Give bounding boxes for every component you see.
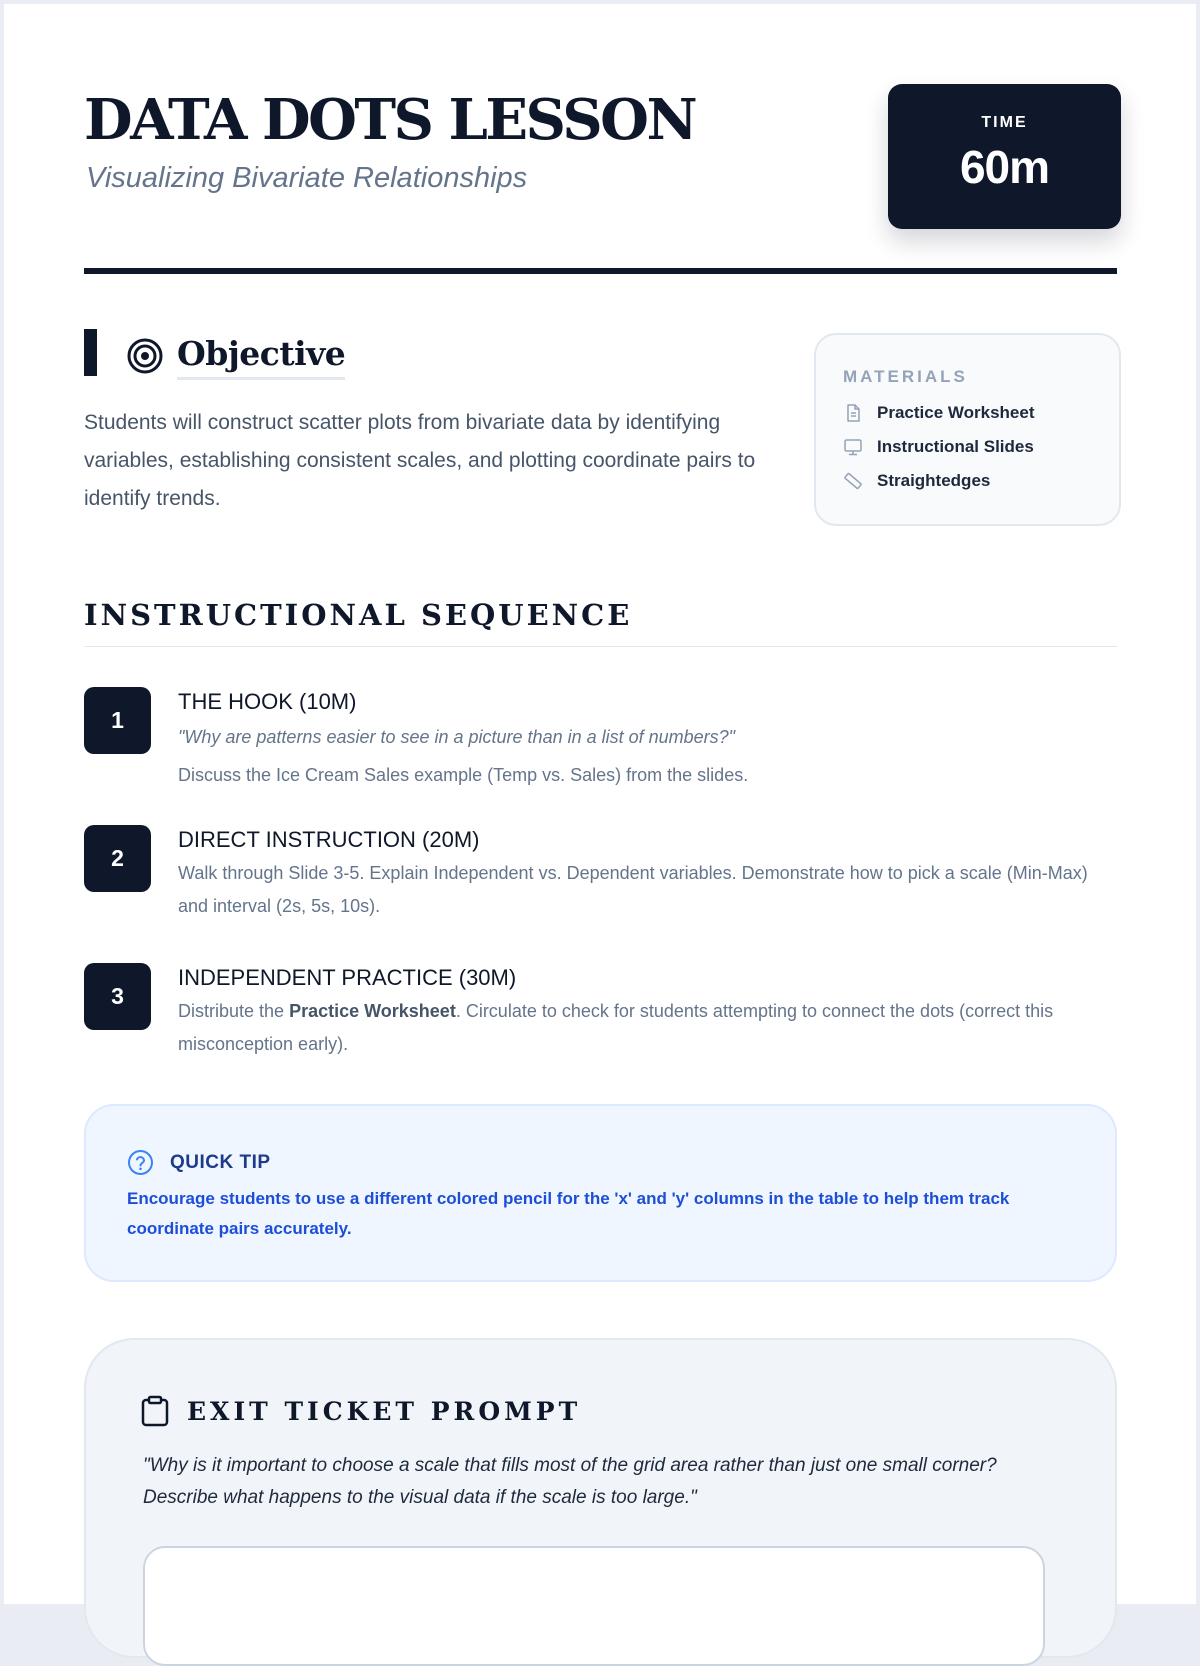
time-badge [888,84,1121,229]
objective-accent-bar [84,329,97,376]
time-value: 60m [959,141,1050,193]
step-title: DIRECT INSTRUCTION (20M) [178,827,480,852]
step-description-end: . Circulate to check for students attempting to connect the dots (correct this misconception early). [178,1001,1054,1054]
monitor-icon [843,437,863,457]
materials-card [814,333,1121,526]
step-number: 1 [84,687,151,754]
clipboard-icon [140,1395,170,1427]
materials-label: MATERIALS [843,367,968,386]
lesson-page [4,4,1196,1604]
material-label: Practice Worksheet [877,403,1035,422]
page-subtitle: Visualizing Bivariate Relationships [86,162,528,194]
step-quote: "Why are patterns easier to see in a picture than in a list of numbers?" [178,727,736,747]
step-description-start: Distribute the [178,1001,290,1021]
step-description: Walk through Slide 3-5. Explain Independent vs. Dependent variables. Demonstrate how to pick a scale (Min-Max) and interval (2s, 5s, 10s). [178,863,1088,916]
question-circle-icon [127,1149,154,1176]
exit-ticket-card [84,1338,1117,1658]
worksheet-reference: Practice Worksheet [289,1001,456,1021]
sequence-heading: INSTRUCTIONAL SEQUENCE [84,598,633,632]
objective-text: Students will construct scatter plots from bivariate data by identifying variables, establishing consistent scales, and plotting coordinate pairs to identify trends. [84,411,756,510]
quick-tip-label: QUICK TIP [170,1152,271,1173]
step-number: 2 [84,825,151,892]
material-label: Straightedges [877,471,991,490]
step-title: INDEPENDENT PRACTICE (30M) [178,965,517,990]
page-title: DATA DOTS LESSON [84,87,696,153]
header-divider [84,268,1117,274]
step-number: 3 [84,963,151,1030]
exit-ticket-answer-area[interactable] [143,1546,1045,1666]
material-item-slides [843,435,1103,459]
quick-tip-callout [84,1104,1117,1282]
step-title: THE HOOK (10M) [178,689,357,714]
exit-ticket-prompt: "Why is it important to choose a scale that fills most of the grid area rather than just one small corner? Describe what happens to the visual data if the scale is too large." [143,1455,997,1508]
material-item-straightedges [843,469,1103,493]
ruler-icon [843,471,863,491]
sequence-divider [84,646,1117,647]
target-icon [126,337,164,375]
quick-tip-text: Encourage students to use a different colored pencil for the 'x' and 'y' columns in the table to help them track coordinate pairs accurately. [127,1189,1010,1238]
material-label: Instructional Slides [877,437,1034,456]
step-description: Discuss the Ice Cream Sales example (Temp vs. Sales) from the slides. [178,765,749,785]
time-label: TIME [981,114,1028,131]
step-description [178,995,1078,1061]
material-item-worksheet [843,401,1103,425]
document-icon [843,403,863,423]
exit-ticket-title: EXIT TICKET PROMPT [187,1397,582,1426]
lesson-header [84,4,1117,276]
objective-title: Objective [177,334,345,380]
